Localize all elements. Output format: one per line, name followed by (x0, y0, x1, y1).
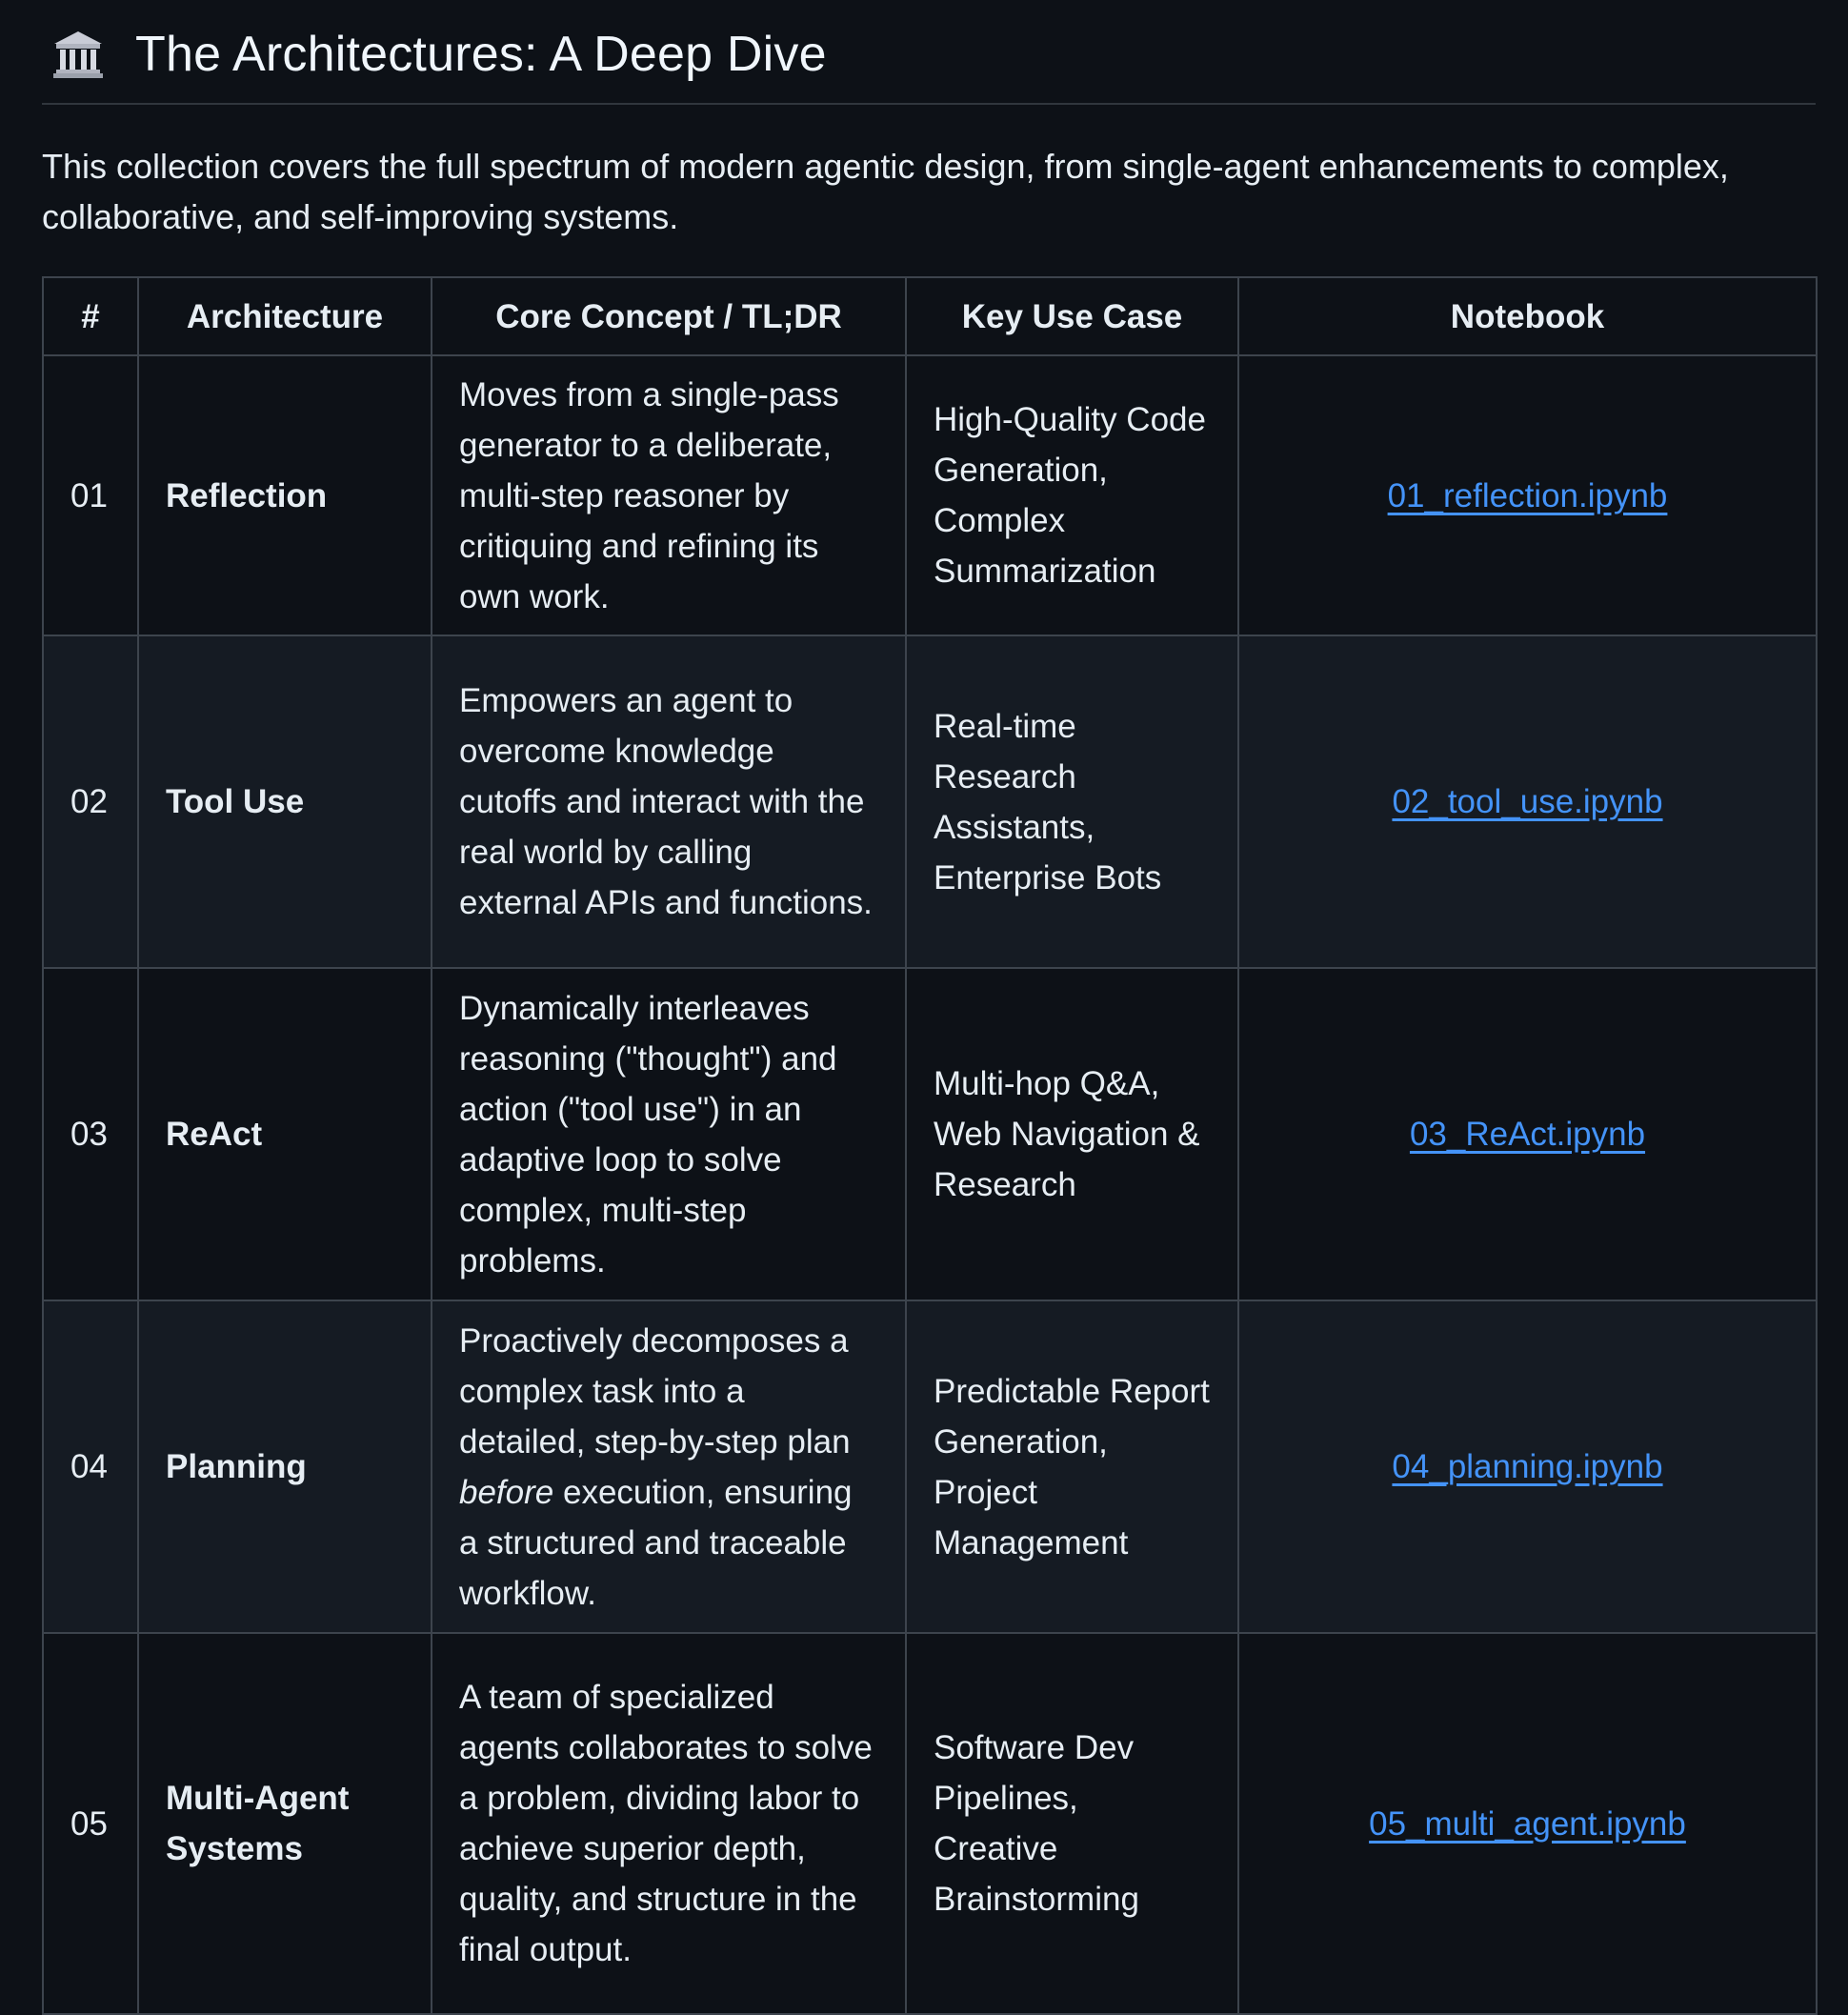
row-use-case: High-Quality Code Generation, Complex Summarization (906, 355, 1238, 635)
row-num: 04 (43, 1300, 138, 1633)
row-notebook-cell (1238, 1300, 1817, 1633)
readme-section (42, 0, 1816, 1968)
header-num: # (43, 277, 138, 355)
row-use-case: Predictable Report Generation, Project Management (906, 1300, 1238, 1633)
row-architecture: Multi-Agent Systems (138, 1633, 432, 2014)
table-row (43, 1633, 1817, 2014)
table-row (43, 635, 1817, 968)
row-architecture: Planning (138, 1300, 432, 1633)
intro-paragraph: This collection covers the full spectrum of modern agentic design, from single-agent enhancements to complex, collaborative, and self-improving systems. (42, 147, 1729, 236)
notebook-link[interactable]: 01_reflection.ipynb (1387, 476, 1668, 514)
page-title: The Architectures: A Deep Dive (135, 27, 827, 82)
row-use-case: Multi-hop Q&A, Web Navigation & Research (906, 968, 1238, 1300)
row-notebook-cell (1238, 968, 1817, 1300)
row-concept: A team of specialized agents collaborates to solve a problem, dividing labor to achieve superior depth, quality, and structure in the final output. (432, 1633, 906, 2014)
notebook-link[interactable]: 02_tool_use.ipynb (1392, 783, 1663, 820)
header-concept: Core Concept / TL;DR (432, 277, 906, 355)
concept-text-after: execution, ensuring a structured and traceable workflow. (459, 1473, 853, 1612)
row-num: 05 (43, 1633, 138, 2014)
concept-text-before: Proactively decomposes a complex task into a detailed, step-by-step plan (459, 1321, 851, 1461)
row-concept: Dynamically interleaves reasoning ("thought") and action ("tool use") in an adaptive loop to solve complex, multi-step problems. (432, 968, 906, 1300)
row-use-case: Software Dev Pipelines, Creative Brainstorming (906, 1633, 1238, 2014)
header-architecture: Architecture (138, 277, 432, 355)
row-architecture: ReAct (138, 968, 432, 1300)
header-notebook: Notebook (1238, 277, 1817, 355)
row-notebook-cell (1238, 635, 1817, 968)
notebook-link[interactable]: 05_multi_agent.ipynb (1369, 1804, 1686, 1843)
concept-emphasis: before (459, 1473, 554, 1511)
row-architecture: Reflection (138, 355, 432, 635)
table-row (43, 355, 1817, 635)
section-heading (42, 0, 1816, 105)
architectures-table (42, 276, 1818, 2015)
classical-building-icon (51, 28, 105, 81)
row-concept: Moves from a single-pass generator to a deliberate, multi-step reasoner by critiquing and refining its own work. (432, 355, 906, 635)
notebook-link[interactable]: 03_ReAct.ipynb (1409, 1116, 1646, 1153)
row-num: 03 (43, 968, 138, 1300)
row-notebook-cell (1238, 1633, 1817, 2014)
table-row (43, 968, 1817, 1300)
table-row (43, 1300, 1817, 1633)
row-num: 02 (43, 635, 138, 968)
row-num: 01 (43, 355, 138, 635)
notebook-link[interactable]: 04_planning.ipynb (1392, 1448, 1663, 1485)
row-architecture: Tool Use (138, 635, 432, 968)
table-header-row (43, 277, 1817, 355)
header-use-case: Key Use Case (906, 277, 1238, 355)
row-use-case: Real-time Research Assistants, Enterprise Bots (906, 635, 1238, 968)
row-concept: Empowers an agent to overcome knowledge cutoffs and interact with the real world by calling external APIs and functions. (432, 635, 906, 968)
row-notebook-cell (1238, 355, 1817, 635)
row-concept (432, 1300, 906, 1633)
